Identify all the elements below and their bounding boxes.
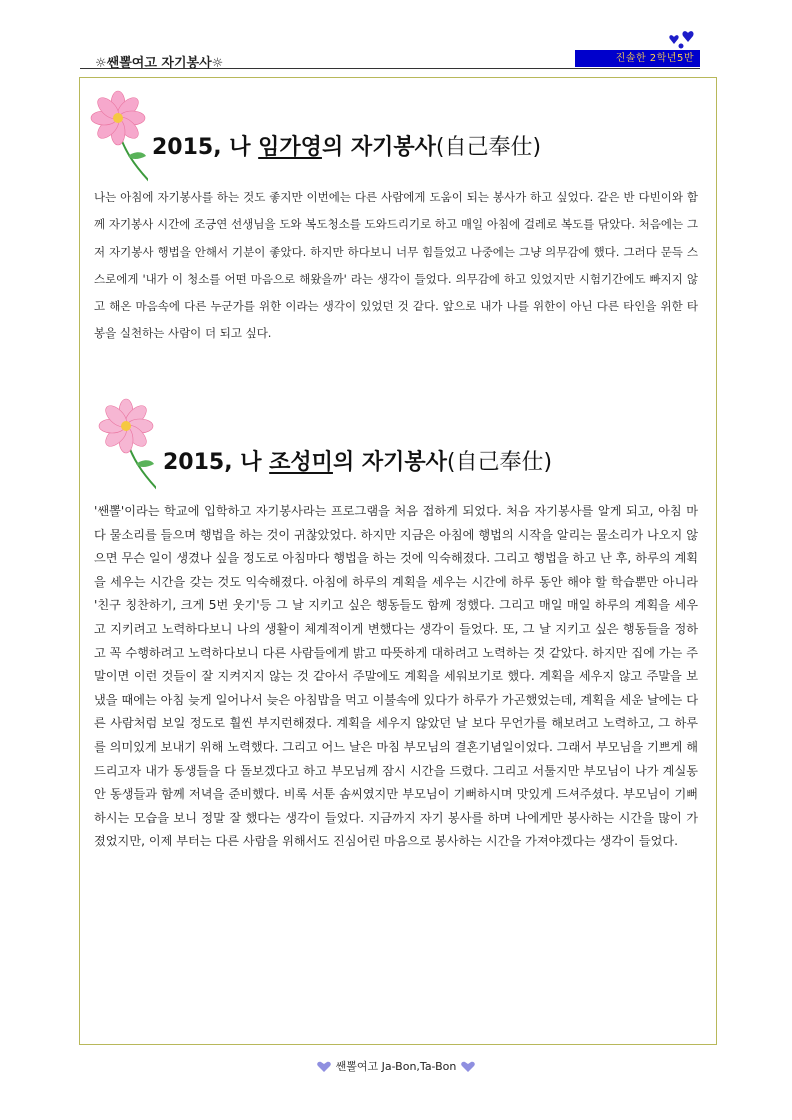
title-prefix: 2015, 나 bbox=[152, 135, 259, 160]
title-suffix: 의 자기봉사 bbox=[321, 135, 436, 160]
essay-paragraph-1: 나는 아침에 자기봉사를 하는 것도 좋지만 이번에는 다른 사람에게 도움이 되는 봉사가 하고 싶었다. 같은 반 다빈이와 함께 자기봉사 시간에 조긍연 선생님을 도와 복도청소를 도와드리기로 하고 매일 아침에 걸레로 복도를 닦았다. 처음에는 그저 자기봉사 행법을 안해서 기분이 좋았다. 하지만 하다보니 너무 힘들었고 나중에는 그냥 의무감에 했다. 그러다 문득 스스로에게 '내가 이 청소를 어떤 마음으로 해왔을까' 라는 생각이 들었다. 의무감에 하고 있었지만 시험기간에도 빠지지 않고 해온 마음속에 다른 누군가를 위한 이라는 생각이 있었던 것 같다. 앞으로 내가 나를 위한이 아닌 다른 타인을 위한 타봉을 실천하는 사람이 더 되고 싶다. bbox=[94, 190, 698, 341]
essay-paragraph-2: '쌘뽈'이라는 학교에 입학하고 자기봉사라는 프로그램을 처음 접하게 되었다. 처음 자기봉사를 알게 되고, 아침 마다 물소리를 들으며 행법을 하는 것이 귀찮았었다. 하지만 지금은 아침에 행법의 시작을 알리는 물소리가 나오지 않으면 무슨 일이 생겼나 싶을 정도로 아침마다 행법을 하는 것에 익숙해졌다. 그리고 행법을 하고 난 후, 하루의 계획을 세우는 시간을 갖는 것도 익숙해졌다. 아침에 하루의 계획을 세우는 시간에 하루 동안 해야 할 학습뿐만 아니라 '친구 칭찬하기, 크게 5번 웃기'등 그 날 지키고 싶은 행동들도 함께 정했다. 그리고 매일 매일 하루의 계획을 세우고 지키려고 노력하다보니 나의 생활이 체계적이게 변했다는 생각이 들었다. 또, 그 날 지키고 싶은 행동들을 정하고 꼭 수행하려고 노력하다보니 다른 사람들에게 밝고 따뜻하게 대하려고 노력하는 것 같았다. 하지만 집에 가는 주말이면 이런 것들이 잘 지켜지지 않는 것 같아서 주말에도 계획을 세워보기로 했다. 계획을 세우지 않고 주말을 보냈을 때에는 아침 늦게 일어나서 늦은 아침밥을 먹고 이불속에 있다가 하루가 가곤했었는데, 계획을 세운 날에는 다른 사람처럼 보일 정도로 훨씬 부지런해졌다. 계획을 세우지 않았던 날 보다 무언가를 해보려고 노력하고, 그 하루를 의미있게 보내기 위해 노력했다. 그리고 어느 날은 마침 부모님의 결혼기념일이었다. 그래서 부모님을 기쁘게 해드리고자 내가 동생들을 다 돌보겠다고 하고 부모님께 잠시 시간을 드렸다. 그리고 서툴지만 부모님이 나가 계실동안 동생들과 함께 저녁을 준비했다. 비록 서툰 솜씨였지만 부모님이 기뻐하시며 맛있게 드셔주셨다. 부모님이 기뻐하시는 모습을 보니 정말 잘 했다는 생각이 들었다. 지금까지 자기 봉사를 하며 나에게만 봉사하는 시간을 많이 가졌었지만, 이제 부터는 다른 사람을 위해서도 진심어린 마음으로 봉사하는 시간을 가져야겠다는 생각이 들었다. bbox=[94, 504, 698, 849]
pink-flower-icon bbox=[96, 398, 156, 493]
header-divider bbox=[80, 68, 700, 69]
section-title-1 bbox=[152, 130, 541, 161]
lavender-heart-icon bbox=[460, 1061, 476, 1073]
header-title: ☼쌘뽈여고 자기봉사☼ bbox=[95, 56, 224, 71]
lavender-heart-icon bbox=[316, 1061, 332, 1073]
author-name: 임가영 bbox=[258, 135, 322, 160]
class-badge: 진솔한 2학년5반 bbox=[575, 50, 700, 67]
title-suffix: 의 자기봉사 bbox=[332, 450, 447, 475]
page-footer bbox=[0, 1058, 792, 1074]
blue-hearts-icon bbox=[668, 28, 700, 52]
title-prefix: 2015, 나 bbox=[163, 450, 270, 475]
author-name: 조성미 bbox=[269, 450, 333, 475]
section-title-2 bbox=[163, 445, 552, 476]
pink-flower-icon bbox=[88, 90, 148, 185]
title-hanja: (自己奉仕) bbox=[435, 135, 542, 160]
footer-text: 쌘뽈여고 Ja-Bon,Ta-Bon bbox=[335, 1060, 457, 1073]
title-hanja: (自己奉仕) bbox=[446, 450, 553, 475]
